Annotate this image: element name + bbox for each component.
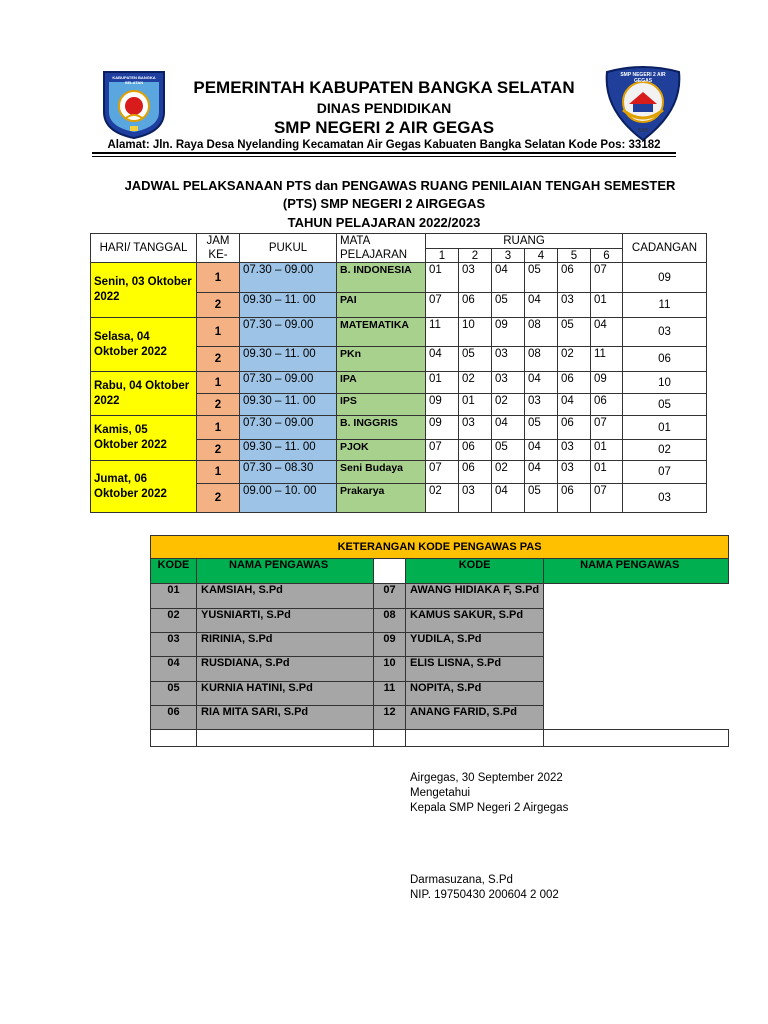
letterhead-school: SMP NEGERI 2 AIR GEGAS <box>273 118 495 137</box>
ruang-cell: 07 <box>426 293 459 318</box>
cadangan-cell: 05 <box>623 394 707 416</box>
pengawas-nama-header: NAMA PENGAWAS <box>197 559 374 584</box>
mapel-cell: Seni Budaya <box>337 461 426 484</box>
mapel-cell: PJOK <box>337 440 426 461</box>
ruang-cell: 03 <box>558 461 591 484</box>
ruang-cell: 02 <box>558 347 591 372</box>
pengawas-kode: 07 <box>374 584 406 609</box>
ruang-cell: 06 <box>459 293 492 318</box>
ruang-cell: 04 <box>492 263 525 293</box>
ruang-cell: 03 <box>459 416 492 440</box>
cadangan-cell: 02 <box>623 440 707 461</box>
ruang-cell: 04 <box>492 484 525 513</box>
ruang-cell: 08 <box>525 347 558 372</box>
jam-cell: 2 <box>197 347 240 372</box>
ruang-cell: 05 <box>525 416 558 440</box>
ruang-cell: 04 <box>525 293 558 318</box>
ruang-cell: 05 <box>492 293 525 318</box>
ruang-cell: 04 <box>492 416 525 440</box>
ruang-cell: 01 <box>591 461 623 484</box>
doc-title-line1: JADWAL PELAKSANAAN PTS dan PENGAWAS RUANG PENILAIAN TENGAH SEMESTER <box>124 178 676 193</box>
pengawas-row <box>151 657 729 682</box>
letterhead-rule <box>92 152 676 154</box>
pengawas-kode: 01 <box>151 584 197 609</box>
schedule-row <box>91 318 707 347</box>
day-cell: Selasa, 04 Oktober 2022 <box>91 318 197 372</box>
pengawas-nama: RIRINIA, S.Pd <box>197 633 374 657</box>
cadangan-cell: 03 <box>623 484 707 513</box>
ruang-cell: 09 <box>591 372 623 394</box>
pengawas-nama: YUDILA, S.Pd <box>406 633 544 657</box>
ruang-cell: 06 <box>558 416 591 440</box>
ruang-cell: 02 <box>426 484 459 513</box>
schedule-row <box>91 461 707 484</box>
pukul-cell: 07.30 – 09.00 <box>240 416 337 440</box>
ruang-cell: 06 <box>558 372 591 394</box>
ruang-cell: 05 <box>459 347 492 372</box>
pengawas-kode: 09 <box>374 633 406 657</box>
signature-name: Darmasuzana, S.Pd <box>410 874 513 886</box>
pengawas-nama: NOPITA, S.Pd <box>406 682 544 706</box>
ruang-cell: 04 <box>426 347 459 372</box>
jam-cell: 2 <box>197 440 240 461</box>
pengawas-empty-cell <box>374 730 406 747</box>
ruang-cell: 04 <box>558 394 591 416</box>
jam-cell: 2 <box>197 293 240 318</box>
ruang-cell: 02 <box>459 372 492 394</box>
jam-cell: 1 <box>197 372 240 394</box>
header-room: 4 <box>525 249 558 263</box>
mapel-cell: B. INDONESIA <box>337 263 426 293</box>
pengawas-nama: YUSNIARTI, S.Pd <box>197 609 374 633</box>
ruang-cell: 03 <box>459 263 492 293</box>
ruang-cell: 01 <box>426 263 459 293</box>
header-jam: JAM KE- <box>197 234 240 263</box>
header-day: HARI/ TANGGAL <box>91 234 197 263</box>
pukul-cell: 09.30 – 11. 00 <box>240 394 337 416</box>
pengawas-kode: 06 <box>151 706 197 730</box>
pukul-cell: 09.30 – 11. 00 <box>240 440 337 461</box>
ruang-cell: 03 <box>492 347 525 372</box>
school-logo-year: 2005 <box>637 128 649 134</box>
pengawas-row <box>151 633 729 657</box>
cadangan-cell: 09 <box>623 263 707 293</box>
schedule-row <box>91 416 707 440</box>
jam-cell: 1 <box>197 318 240 347</box>
cadangan-cell: 01 <box>623 416 707 440</box>
pukul-cell: 09.30 – 11. 00 <box>240 347 337 372</box>
ruang-cell: 11 <box>426 318 459 347</box>
day-cell: Jumat, 06 Oktober 2022 <box>91 461 197 513</box>
ruang-cell: 06 <box>591 394 623 416</box>
pengawas-kode: 10 <box>374 657 406 682</box>
jam-cell: 2 <box>197 484 240 513</box>
ruang-cell: 07 <box>591 416 623 440</box>
pengawas-row <box>151 682 729 706</box>
header-pukul: PUKUL <box>240 234 337 263</box>
header-room: 3 <box>492 249 525 263</box>
ruang-cell: 04 <box>525 372 558 394</box>
ruang-cell: 05 <box>525 484 558 513</box>
pengawas-row <box>151 706 729 730</box>
header-room: 6 <box>591 249 623 263</box>
mapel-cell: PKn <box>337 347 426 372</box>
ruang-cell: 04 <box>525 440 558 461</box>
cadangan-cell: 03 <box>623 318 707 347</box>
letterhead-department: DINAS PENDIDIKAN <box>316 100 452 116</box>
cadangan-cell: 07 <box>623 461 707 484</box>
pengawas-nama: KURNIA HATINI, S.Pd <box>197 682 374 706</box>
pengawas-kode: 08 <box>374 609 406 633</box>
header-mapel: MATA PELAJARAN <box>337 234 426 263</box>
doc-title-line2: (PTS) SMP NEGERI 2 AIRGEGAS <box>282 196 486 211</box>
mapel-cell: Prakarya <box>337 484 426 513</box>
pengawas-kode: 03 <box>151 633 197 657</box>
day-cell: Rabu, 04 Oktober 2022 <box>91 372 197 416</box>
pengawas-kode: 02 <box>151 609 197 633</box>
mapel-cell: IPS <box>337 394 426 416</box>
letterhead-address: Alamat: Jln. Raya Desa Nyelanding Kecamatan Air Gegas Kabuaten Bangka Selatan Kode Pos: 33182 <box>107 139 661 151</box>
ruang-cell: 03 <box>558 440 591 461</box>
pukul-cell: 07.30 – 09.00 <box>240 372 337 394</box>
ruang-cell: 11 <box>591 347 623 372</box>
kabupaten-logo-text: KABUPATEN BANGKA SELATAN <box>112 75 156 85</box>
pengawas-empty-cell <box>406 730 544 747</box>
cadangan-cell: 06 <box>623 347 707 372</box>
ruang-cell: 07 <box>426 440 459 461</box>
ruang-cell: 06 <box>459 461 492 484</box>
pengawas-nama: ANANG FARID, S.Pd <box>406 706 544 730</box>
pengawas-kode: 11 <box>374 682 406 706</box>
pengawas-kode: 12 <box>374 706 406 730</box>
ruang-cell: 01 <box>591 293 623 318</box>
ruang-cell: 03 <box>525 394 558 416</box>
ruang-cell: 05 <box>558 318 591 347</box>
jam-cell: 1 <box>197 461 240 484</box>
ruang-cell: 04 <box>525 461 558 484</box>
ruang-cell: 02 <box>492 394 525 416</box>
ruang-cell: 09 <box>492 318 525 347</box>
pengawas-nama: KAMUS SAKUR, S.Pd <box>406 609 544 633</box>
letterhead-government: PEMERINTAH KABUPATEN BANGKA SELATAN <box>193 78 575 97</box>
cadangan-cell: 10 <box>623 372 707 394</box>
ruang-cell: 09 <box>426 394 459 416</box>
pengawas-empty-cell <box>544 730 729 747</box>
pengawas-nama: RIA MITA SARI, S.Pd <box>197 706 374 730</box>
ruang-cell: 05 <box>525 263 558 293</box>
signature-position: Kepala SMP Negeri 2 Airgegas <box>410 802 569 814</box>
cadangan-cell: 11 <box>623 293 707 318</box>
schedule-table <box>90 233 707 513</box>
mapel-cell: PAI <box>337 293 426 318</box>
school-logo-text: SMP NEGERI 2 AIR GEGAS <box>620 72 666 84</box>
ruang-cell: 08 <box>525 318 558 347</box>
ruang-cell: 07 <box>591 263 623 293</box>
pengawas-nama: KAMSIAH, S.Pd <box>197 584 374 609</box>
ruang-cell: 09 <box>426 416 459 440</box>
ruang-cell: 06 <box>459 440 492 461</box>
header-cadangan: CADANGAN <box>623 234 707 263</box>
ruang-cell: 07 <box>426 461 459 484</box>
day-cell: Kamis, 05 Oktober 2022 <box>91 416 197 461</box>
ruang-cell: 06 <box>558 263 591 293</box>
ruang-cell: 05 <box>492 440 525 461</box>
pengawas-nama-header: NAMA PENGAWAS <box>544 559 729 584</box>
jam-cell: 1 <box>197 263 240 293</box>
pengawas-empty-cell <box>151 730 197 747</box>
ruang-cell: 04 <box>591 318 623 347</box>
ruang-cell: 01 <box>426 372 459 394</box>
ruang-cell: 03 <box>459 484 492 513</box>
pengawas-row <box>151 584 729 609</box>
schedule-row <box>91 263 707 293</box>
pukul-cell: 07.30 – 09.00 <box>240 263 337 293</box>
ruang-cell: 10 <box>459 318 492 347</box>
pengawas-title: KETERANGAN KODE PENGAWAS PAS <box>151 536 729 559</box>
doc-title-line3: TAHUN PELAJARAN 2022/2023 <box>287 215 481 230</box>
ruang-cell: 03 <box>492 372 525 394</box>
pengawas-kode-header: KODE <box>151 559 197 584</box>
pengawas-kode: 04 <box>151 657 197 682</box>
pengawas-nama: ELIS LISNA, S.Pd <box>406 657 544 682</box>
header-room: 1 <box>426 249 459 263</box>
ruang-cell: 02 <box>492 461 525 484</box>
signature-nip: NIP. 19750430 200604 2 002 <box>410 889 559 901</box>
ruang-cell: 01 <box>591 440 623 461</box>
signature-place-date: Airgegas, 30 September 2022 <box>410 772 563 784</box>
pengawas-row <box>151 609 729 633</box>
pengawas-kode: 05 <box>151 682 197 706</box>
pengawas-nama: RUSDIANA, S.Pd <box>197 657 374 682</box>
pukul-cell: 07.30 – 08.30 <box>240 461 337 484</box>
pukul-cell: 09.30 – 11. 00 <box>240 293 337 318</box>
day-cell: Senin, 03 Oktober 2022 <box>91 263 197 318</box>
mapel-cell: IPA <box>337 372 426 394</box>
header-room: 2 <box>459 249 492 263</box>
pengawas-empty-cell <box>197 730 374 747</box>
jam-cell: 2 <box>197 394 240 416</box>
pengawas-table <box>150 535 729 747</box>
mapel-cell: B. INGGRIS <box>337 416 426 440</box>
ruang-cell: 03 <box>558 293 591 318</box>
ruang-cell: 07 <box>591 484 623 513</box>
pukul-cell: 07.30 – 09.00 <box>240 318 337 347</box>
ruang-cell: 06 <box>558 484 591 513</box>
schedule-row <box>91 372 707 394</box>
header-ruang: RUANG <box>426 234 623 249</box>
signature-mengetahui: Mengetahui <box>410 787 471 799</box>
jam-cell: 1 <box>197 416 240 440</box>
letterhead-rule-thin <box>92 156 676 157</box>
pengawas-nama: AWANG HIDIAKA F, S.Pd <box>406 584 544 609</box>
pengawas-kode-header: KODE <box>406 559 544 584</box>
header-room: 5 <box>558 249 591 263</box>
ruang-cell: 01 <box>459 394 492 416</box>
mapel-cell: MATEMATIKA <box>337 318 426 347</box>
pukul-cell: 09.00 – 10. 00 <box>240 484 337 513</box>
pengawas-spacer <box>374 559 406 584</box>
